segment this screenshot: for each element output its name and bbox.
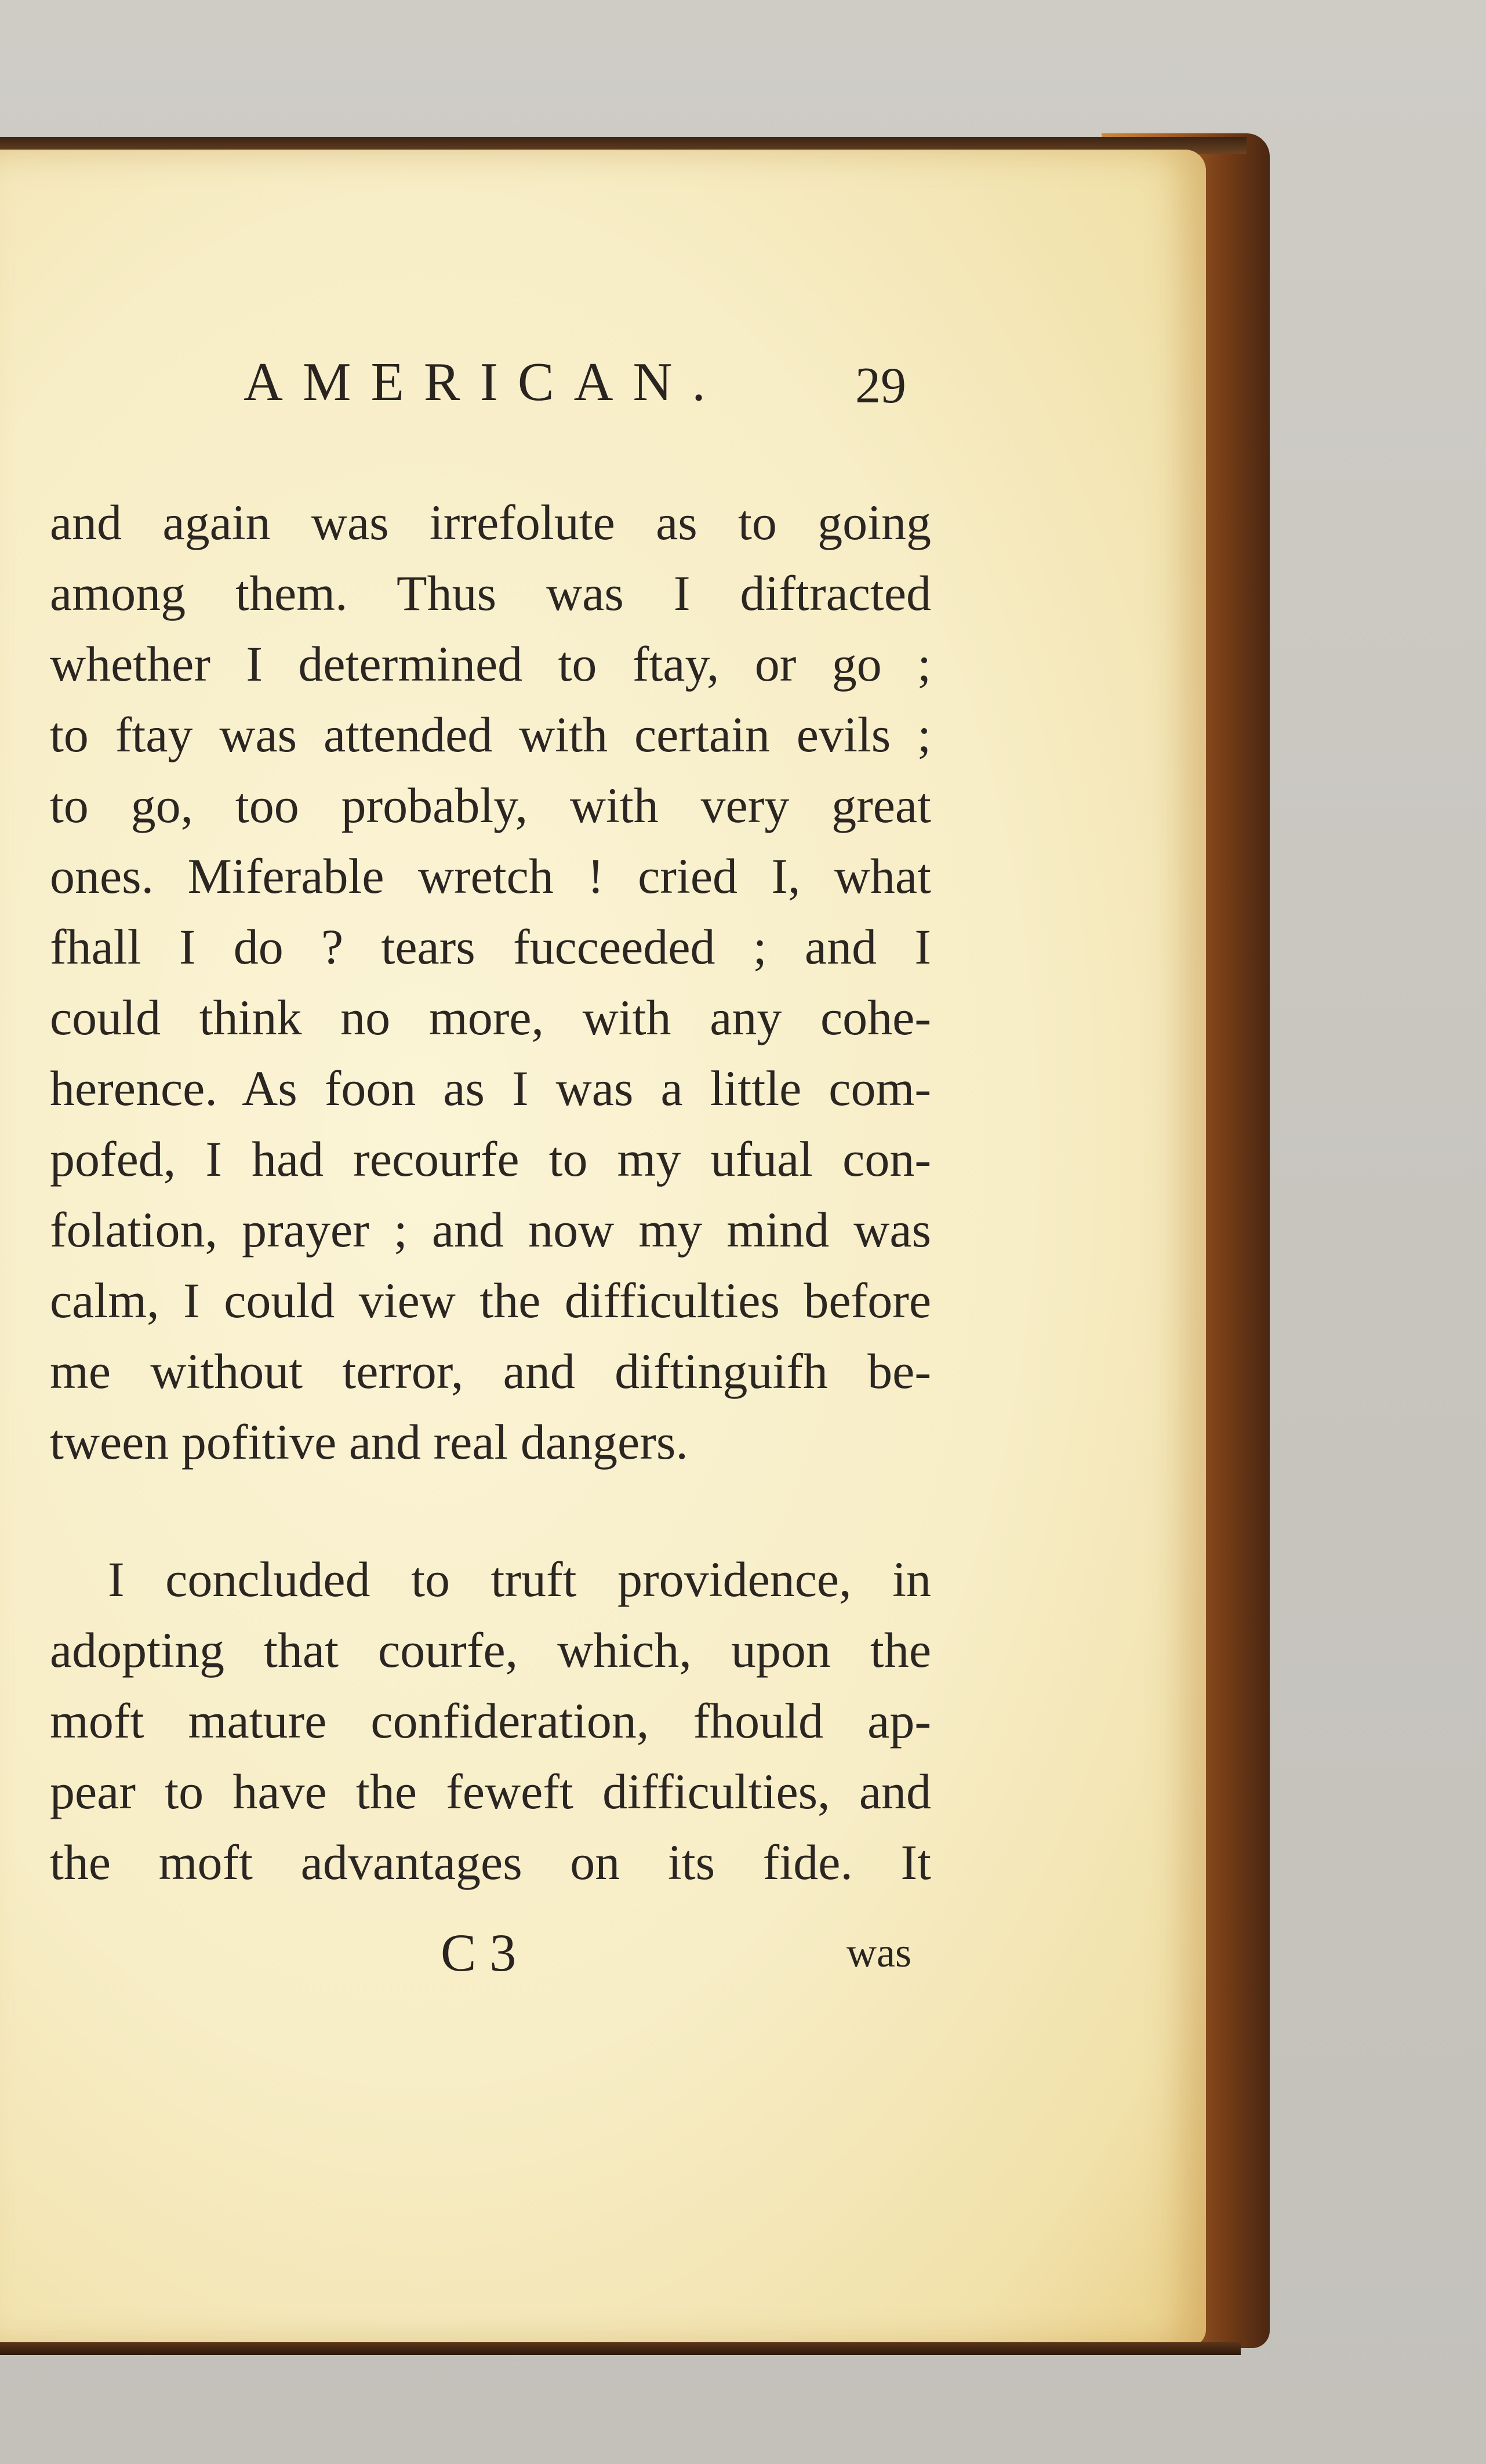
- text-line: to go, too probably, with very great: [50, 777, 931, 833]
- text-line: I concluded to truft providence, in: [108, 1551, 931, 1607]
- paragraph-gap: [50, 1477, 931, 1544]
- text-line: pear to have the feweft difficulties, and: [50, 1764, 931, 1819]
- running-head: AMERICAN.: [244, 352, 725, 412]
- text-line: me without terror, and diftinguifh be-: [50, 1343, 931, 1399]
- page-footer: [0, 1922, 1160, 1986]
- text-line: could think no more, with any cohe-: [50, 990, 931, 1045]
- body-text: [50, 487, 931, 1898]
- page-number: 29: [855, 358, 906, 414]
- text-line: calm, I could view the difficulties before: [50, 1273, 931, 1328]
- text-line: and again was irrefolute as to going: [50, 495, 931, 550]
- text-line: among them. Thus was I diftracted: [50, 565, 931, 621]
- text-line: fhall I do ? tears fucceeded ; and I: [50, 919, 931, 975]
- text-line: adopting that courfe, which, upon the: [50, 1622, 931, 1678]
- text-line: herence. As foon as I was a little com-: [50, 1060, 931, 1116]
- text-line: tween pofitive and real dangers.: [50, 1414, 688, 1470]
- text-line: ones. Miferable wretch ! cried I, what: [50, 848, 931, 904]
- text-line: the moft advantages on its fide. It: [50, 1834, 931, 1890]
- catchword: was: [846, 1929, 911, 1976]
- text-line: moft mature confideration, fhould ap-: [50, 1693, 931, 1749]
- text-line: pofed, I had recourfe to my ufual con-: [50, 1131, 931, 1187]
- book-bottom-edge: [0, 2342, 1241, 2355]
- text-line: whether I determined to ftay, or go ;: [50, 636, 931, 692]
- text-line: folation, prayer ; and now my mind was: [50, 1202, 931, 1258]
- text-line: to ftay was attended with certain evils ;: [50, 707, 931, 762]
- signature-mark: C 3: [441, 1923, 517, 1982]
